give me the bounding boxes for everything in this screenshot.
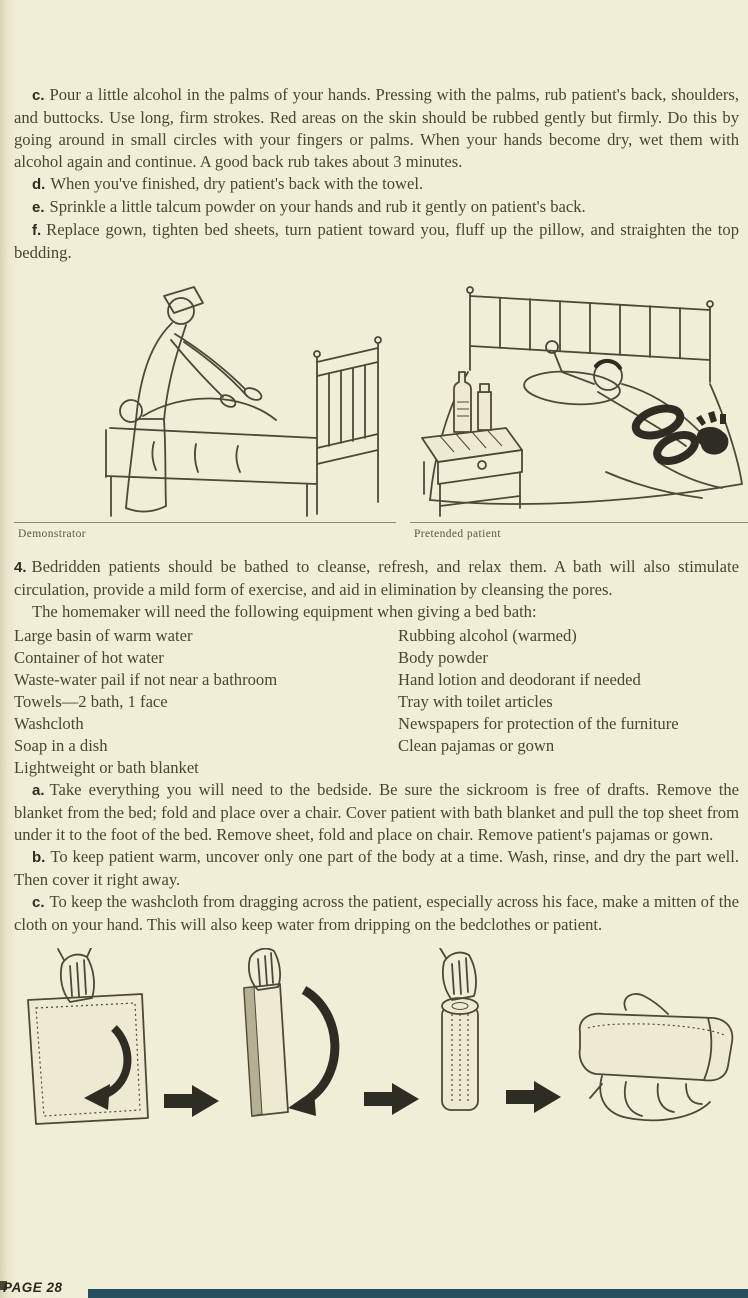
- equipment-intro-text: The homemaker will need the following equipment when giving a bed bath:: [32, 602, 537, 621]
- item-text: To keep patient warm, uncover only one part of the body at a time. Wash, rinse, and dry the part well. Then cover it right away.: [14, 847, 739, 889]
- figure-row: [14, 282, 739, 540]
- item-text: Take everything you will need to the bedside. Be sure the sickroom is free of drafts. Remove the blanket from the bed; fold and place over a chair. Cover patient with bath blanket and pull the top sheet from under it to the foot of the bed. Remove sheet, fold and place on chair. Remove patient's pajamas or gown.: [14, 780, 739, 844]
- bed-footboard: [314, 337, 381, 514]
- item-label: a.: [32, 782, 45, 799]
- equipment-item: Hand lotion and deodorant if needed: [398, 670, 641, 689]
- section-text: Bedridden patients should be bathed to cleanse, refresh, and relax them. A bath will also stimulate circulation, provide a mild form of exercise, and aid in elimination by cleansing the pores.: [14, 557, 739, 599]
- equipment-item: Large basin of warm water: [14, 626, 193, 645]
- bed-bath-section: [14, 556, 739, 936]
- equipment-item: Towels—2 bath, 1 face: [14, 692, 168, 711]
- right-arrow-icon: [364, 1083, 419, 1115]
- item-text: Pour a little alcohol in the palms of your hands. Pressing with the palms, rub patient's back, shoulders, and buttocks. Use long, firm strokes. Red areas on the skin should be rubbed gently but firmly. Do this by going around in small circles with your fingers or palms. When your hands become dry, wet them with alcohol again and continue. A good back rub takes about 3 minutes.: [14, 85, 739, 171]
- item-label: d.: [32, 176, 46, 193]
- bedside-table: [422, 372, 522, 516]
- item-text: Replace gown, tighten bed sheets, turn patient toward you, fluff up the pillow, and straighten the top bedding.: [14, 220, 739, 262]
- instruction-paragraph-d: [14, 173, 739, 196]
- bath-step-a: [14, 779, 739, 846]
- item-label: c.: [32, 87, 45, 104]
- finished-mitten-panel: [580, 994, 733, 1120]
- equipment-item: Waste-water pail if not near a bathroom: [14, 670, 278, 689]
- right-arrow-icon: [164, 1085, 219, 1117]
- item-label: e.: [32, 199, 45, 216]
- pretended-patient-illustration: [410, 282, 748, 520]
- section-4-paragraph: [14, 556, 739, 601]
- item-text: When you've finished, dry patient's back with the towel.: [50, 174, 424, 193]
- handprint-marking: [696, 411, 728, 455]
- item-label: b.: [32, 849, 46, 866]
- alcohol-bottle: [454, 372, 471, 432]
- equipment-item: Soap in a dish: [14, 736, 108, 755]
- figure-caption-pretended-patient: Pretended patient: [410, 522, 748, 540]
- flat-washcloth-panel: [28, 948, 148, 1124]
- equipment-column-right: [398, 625, 739, 779]
- powder-bottle: [478, 384, 491, 430]
- curved-arrow-icon: [304, 990, 335, 1098]
- instruction-paragraph-e: [14, 196, 739, 219]
- item-label: c.: [32, 894, 45, 911]
- figure-caption-demonstrator: Demonstrator: [14, 522, 396, 540]
- equipment-item: Rubbing alcohol (warmed): [398, 626, 577, 645]
- instruction-paragraph-f: [14, 219, 739, 264]
- equipment-intro: [14, 601, 739, 623]
- equipment-item: Lightweight or bath blanket: [14, 758, 199, 777]
- washcloth-mitten-figure: [14, 948, 739, 1132]
- item-text: Sprinkle a little talcum powder on your hands and rub it gently on patient's back.: [49, 197, 586, 216]
- figure-pretended-patient: [410, 282, 748, 540]
- equipment-item: Container of hot water: [14, 648, 164, 667]
- section-number: 4.: [14, 559, 27, 576]
- equipment-item: Clean pajamas or gown: [398, 736, 555, 755]
- bed-and-patient: [106, 398, 317, 516]
- equipment-item: Tray with toilet articles: [398, 692, 553, 711]
- figure-demonstrator: [14, 282, 396, 540]
- item-label: f.: [32, 222, 42, 239]
- bath-step-c: [14, 891, 739, 936]
- washcloth-mitten-fold-illustration: [14, 948, 740, 1132]
- page-number: PAGE 28: [3, 1280, 63, 1295]
- equipment-item: Newspapers for protection of the furniture: [398, 714, 679, 733]
- curved-arrow-head: [288, 1090, 316, 1116]
- back-rub-instructions: [14, 84, 739, 264]
- right-arrow-icon: [506, 1081, 561, 1113]
- equipment-item: Washcloth: [14, 714, 84, 733]
- rolled-washcloth-panel: [440, 948, 478, 1110]
- bed-headboard: [467, 287, 713, 382]
- item-text: To keep the washcloth from dragging across the patient, especially across his face, make a mitten of the cloth on your hand. This will also keep water from dripping on the bedclothes or patient.: [14, 892, 739, 934]
- hand-illustration: [58, 948, 94, 1002]
- bottom-color-bar: [88, 1289, 748, 1298]
- equipment-column-left: [14, 625, 398, 779]
- folded-washcloth-panel: [244, 949, 335, 1116]
- equipment-list: [14, 625, 739, 779]
- instruction-paragraph-c: [14, 84, 739, 173]
- bath-step-b: [14, 846, 739, 891]
- hand-illustration: [440, 948, 476, 1000]
- demonstrator-illustration: [14, 282, 396, 520]
- equipment-item: Body powder: [398, 648, 488, 667]
